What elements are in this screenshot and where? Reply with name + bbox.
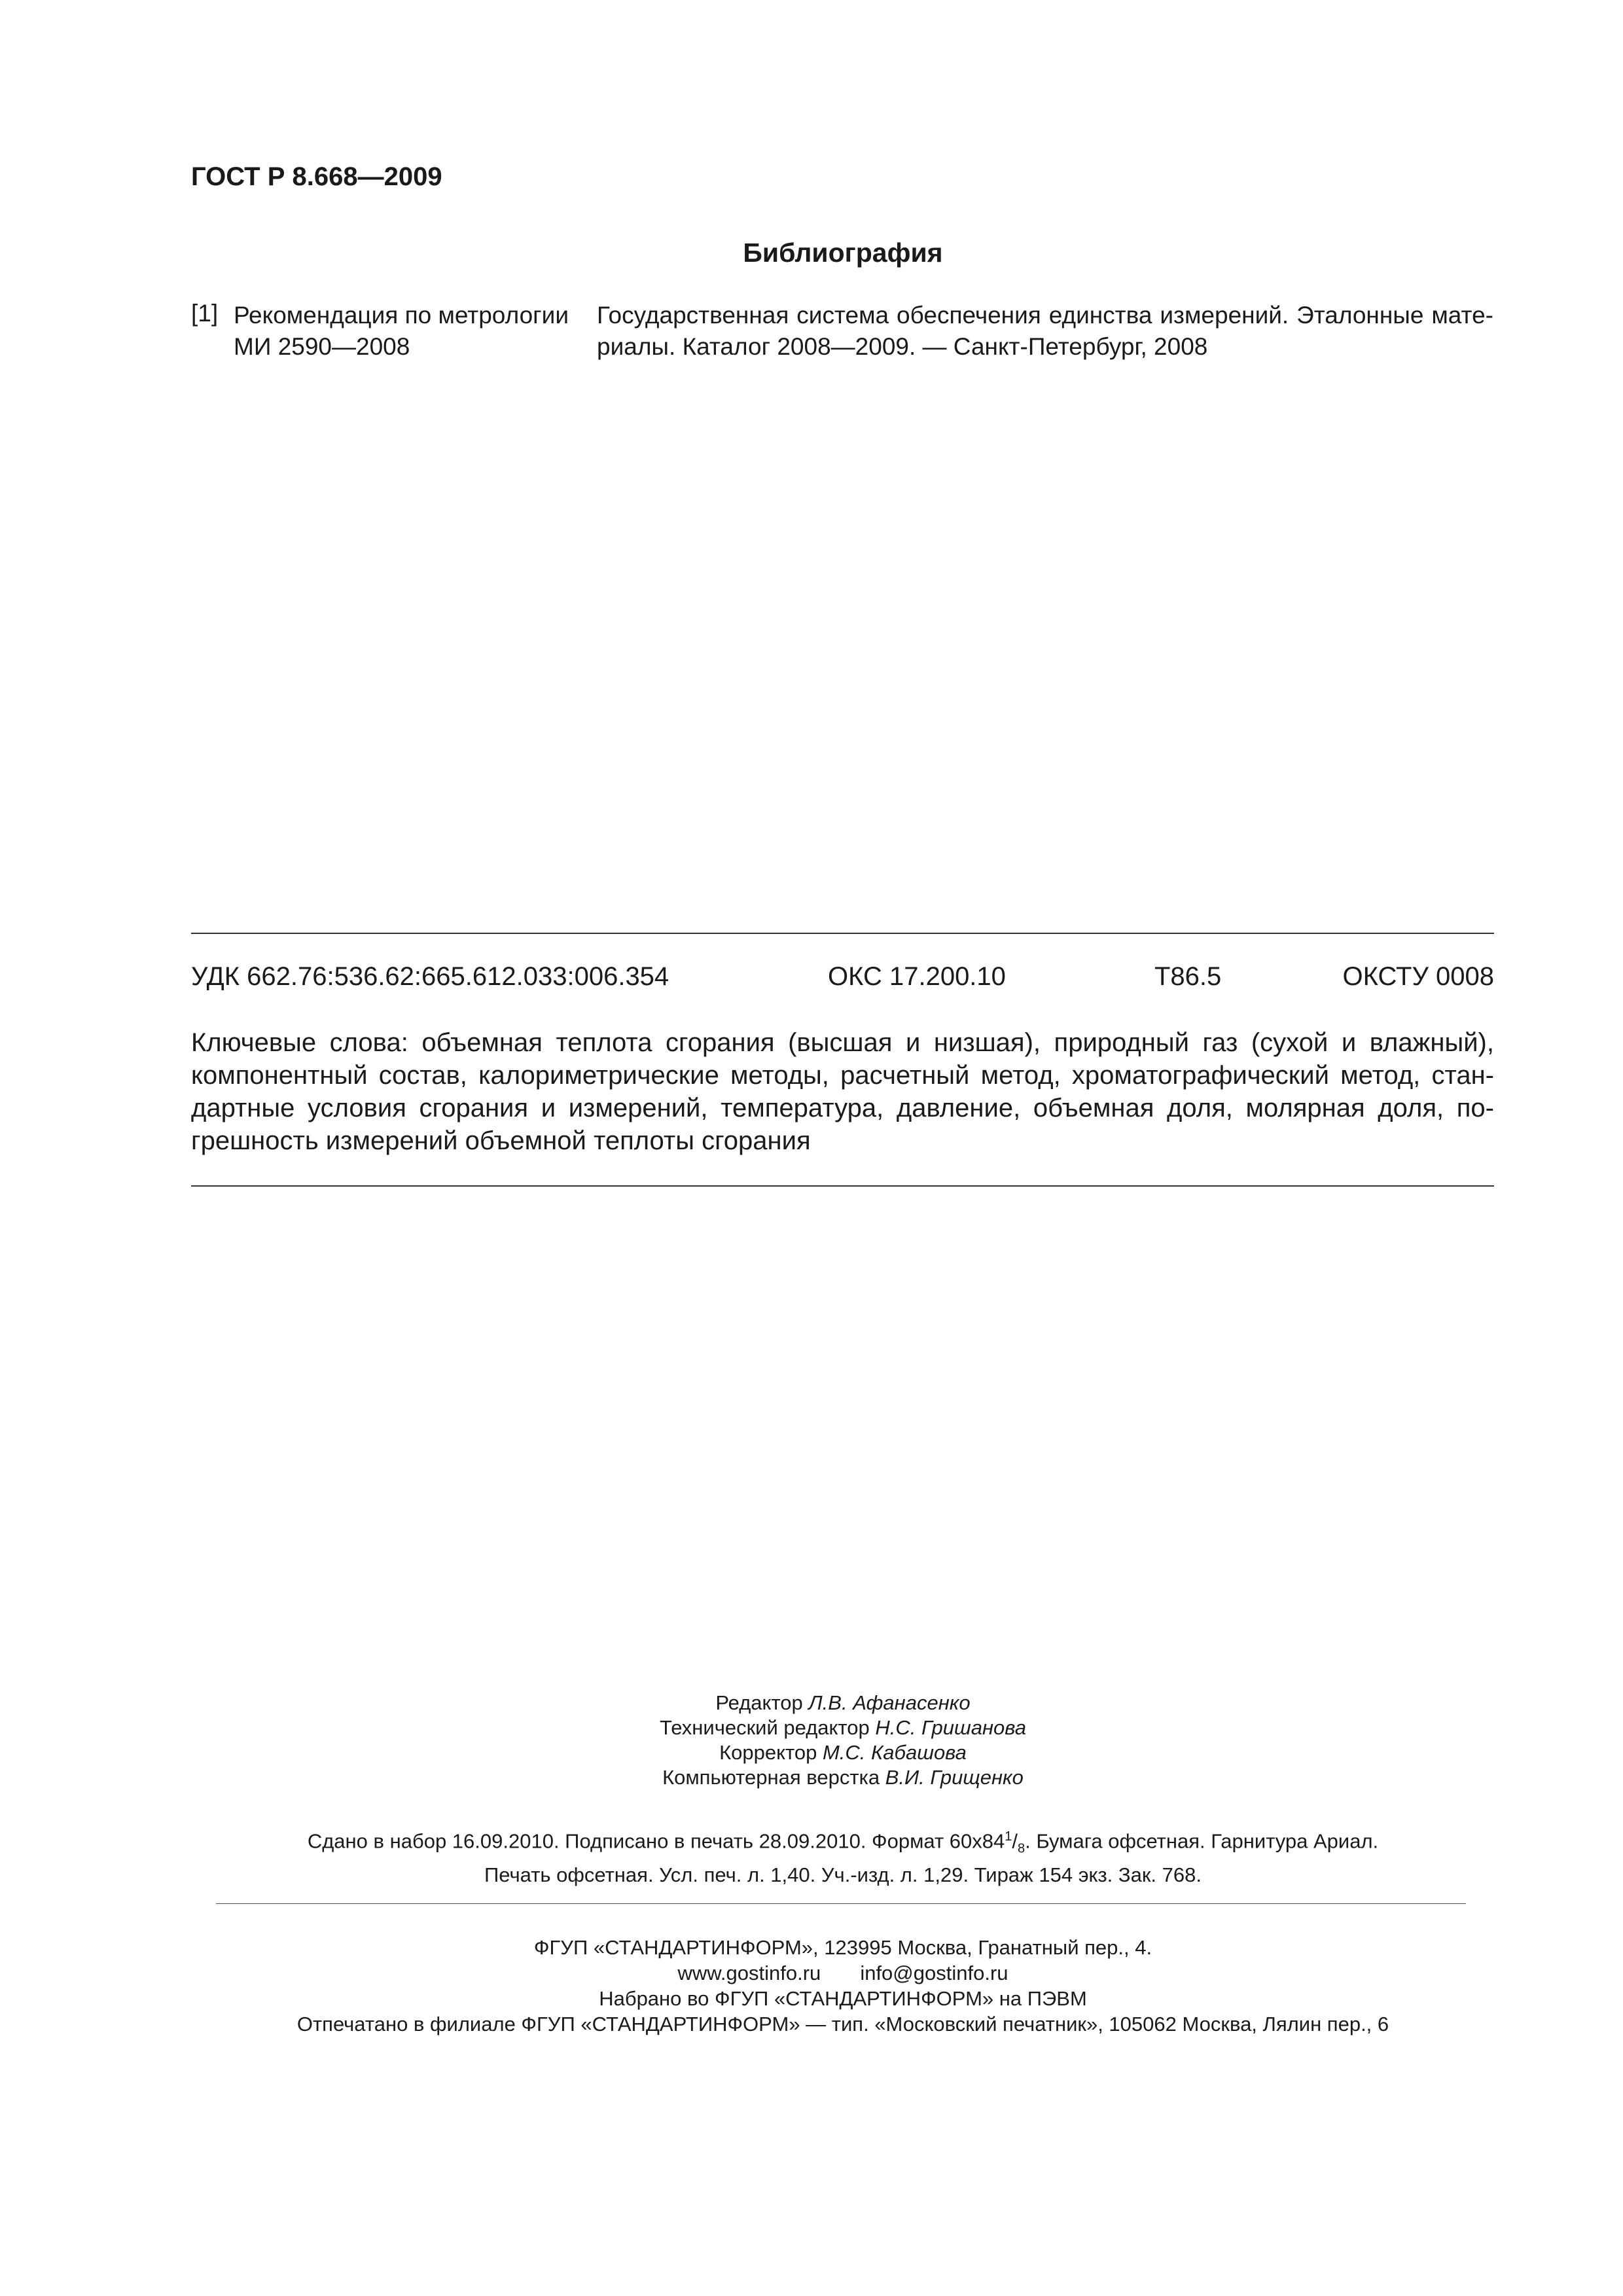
publisher-contacts <box>0 1960 1623 1986</box>
credit-layout: Компьютерная верстка В.И. Грищенко <box>662 1766 1024 1789</box>
reference-number: [1] <box>191 300 219 327</box>
reference-description: Государственная система обеспечения единства измерений. Эталонные материалы. Каталог 2008—2009. — Санкт-Петербург, 2008 <box>597 302 1493 360</box>
udk-code: УДК 662.76:536.62:665.612.033:006.354 <box>191 962 669 991</box>
publisher-typeset: Набрано во ФГУП «СТАНДАРТИНФОРМ» на ПЭВМ <box>599 1987 1087 2010</box>
print-info-line2: Печать офсетная. Усл. печ. л. 1,40. Уч.-изд. л. 1,29. Тираж 154 экз. Зак. 768. <box>484 1863 1202 1886</box>
publisher-address: ФГУП «СТАНДАРТИНФОРМ», 123995 Москва, Гранатный пер., 4. <box>533 1936 1152 1959</box>
publisher-website: www.gostinfo.ru <box>677 1962 821 1984</box>
publisher-block <box>0 1935 1623 2037</box>
oks-code: ОКС 17.200.10 <box>828 962 1006 991</box>
reference-type-line2: МИ 2590—2008 <box>234 333 410 360</box>
publisher-email: info@gostinfo.ru <box>860 1962 1008 1984</box>
credit-corrector: Корректор М.С. Кабашова <box>719 1741 967 1764</box>
bibliography-title: Библиография <box>743 238 943 268</box>
divider-top <box>191 933 1494 934</box>
credit-editor: Редактор Л.В. Афанасенко <box>715 1691 971 1714</box>
divider-bottom <box>191 1185 1494 1187</box>
publisher-printed: Отпечатано в филиале ФГУП «СТАНДАРТИНФОРМ» — тип. «Московский печатник», 105062 Москва, Лялин пер., 6 <box>296 2013 1389 2036</box>
print-info-block <box>0 1823 1623 1888</box>
document-code: ГОСТ Р 8.668—2009 <box>191 162 442 191</box>
print-info-line1: Сдано в набор 16.09.2010. Подписано в печать 28.09.2010. Формат $60x84^1/_8$. Бумага офсетная. Гарнитура Ариал. <box>307 1829 1379 1856</box>
reference-type <box>234 300 587 363</box>
keywords-paragraph: Ключевые слова: объемная теплота сгорания (высшая и низшая), природный газ (сухой и влажный), компонентный состав, калориметрические методы, расчетный метод, хроматографический метод, стандартные условия сгорания и измерений, температура, давление, объемная доля, молярная доля, погрешность измерений объемной теплоты сгорания <box>191 1028 1494 1155</box>
t-code: Т86.5 <box>1154 962 1222 991</box>
credits-block <box>0 1691 1623 1790</box>
divider-publisher <box>216 1903 1466 1904</box>
reference-type-line1: Рекомендация по метрологии <box>234 302 569 329</box>
credit-tech-editor: Технический редактор Н.С. Гришанова <box>660 1716 1026 1739</box>
okstu-code: ОКСТУ 0008 <box>1342 962 1494 991</box>
